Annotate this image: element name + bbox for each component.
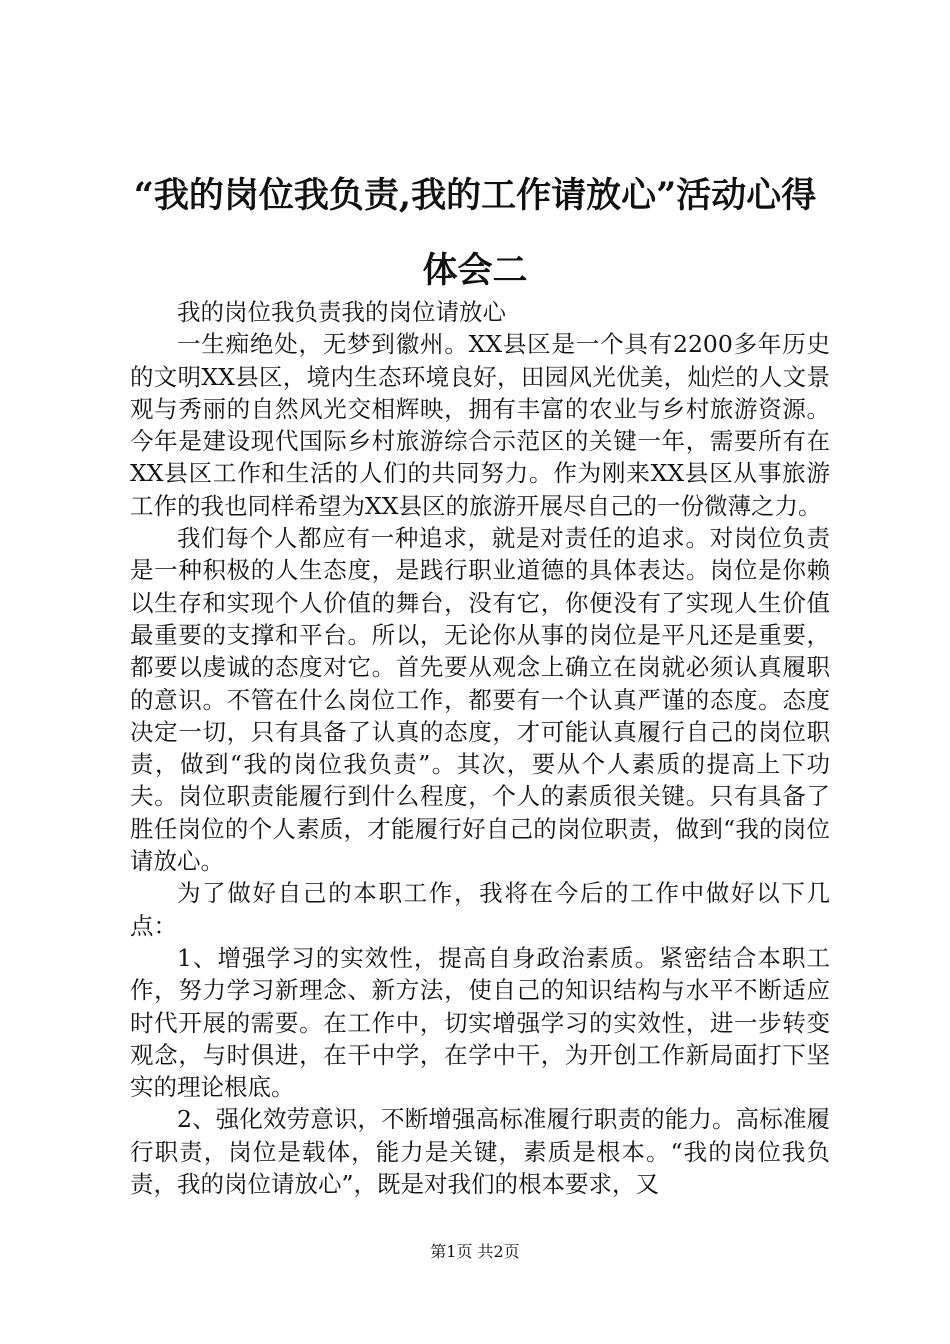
- paragraph: 为了做好自己的本职工作，我将在今后的工作中做好以下几点：: [130, 879, 830, 940]
- paragraph: 2、强化效劳意识，不断增强高标准履行职责的能力。高标准履行职责，岗位是载体，能力是关键，素质是根本。“我的岗位我负责，我的岗位请放心”，既是对我们的根本要求，又: [130, 1105, 830, 1199]
- document-title: “我的岗位我负责,我的工作请放心”活动心得体会二: [133, 175, 817, 291]
- paragraph-subtitle: 我的岗位我负责我的岗位请放心: [177, 298, 506, 326]
- paragraph: 1、增强学习的实效性，提高自身政治素质。紧密结合本职工作，努力学习新理念、新方法，使自己的知识结构与水平不断适应时代开展的需要。在工作中，切实增强学习的实效性，进一步转变观念，与时俱进，在干中学，在学中干，为开创工作新局面打下坚实的理论根底。: [130, 943, 830, 1102]
- document-body: [130, 296, 830, 1200]
- paragraph: 一生痴绝处，无梦到徽州。XX县区是一个具有2200多年历史的文明XX县区，境内生态环境良好，田园风光优美，灿烂的人文景观与秀丽的自然风光交相辉映，拥有丰富的农业与乡村旅游资源。今年是建设现代国际乡村旅游综合示范区的关键一年，需要所有在XX县区工作和生活的人们的共同努力。作为刚来XX县区从事旅游工作的我也同样希望为XX县区的旅游开展尽自己的一份微薄之力。: [130, 330, 830, 520]
- page-footer: 第1页 共2页: [430, 1242, 520, 1261]
- paragraph: 我们每个人都应有一种追求，就是对责任的追求。对岗位负责是一种积极的人生态度，是践行职业道德的具体表达。岗位是你赖以生存和实现个人价值的舞台，没有它，你便没有了实现人生价值最重要的支撑和平台。所以，无论你从事的岗位是平凡还是重要，都要以虔诚的态度对它。首先要从观念上确立在岗就必须认真履职的意识。不管在什么岗位工作，都要有一个认真严谨的态度。态度决定一切，只有具备了认真的态度，才可能认真履行自己的岗位职责，做到“我的岗位我负责”。其次，要从个人素质的提高上下功夫。岗位职责能履行到什么程度，个人的素质很关键。只有具备了胜任岗位的个人素质，才能履行好自己的岗位职责，做到“我的岗位请放心。: [130, 524, 830, 876]
